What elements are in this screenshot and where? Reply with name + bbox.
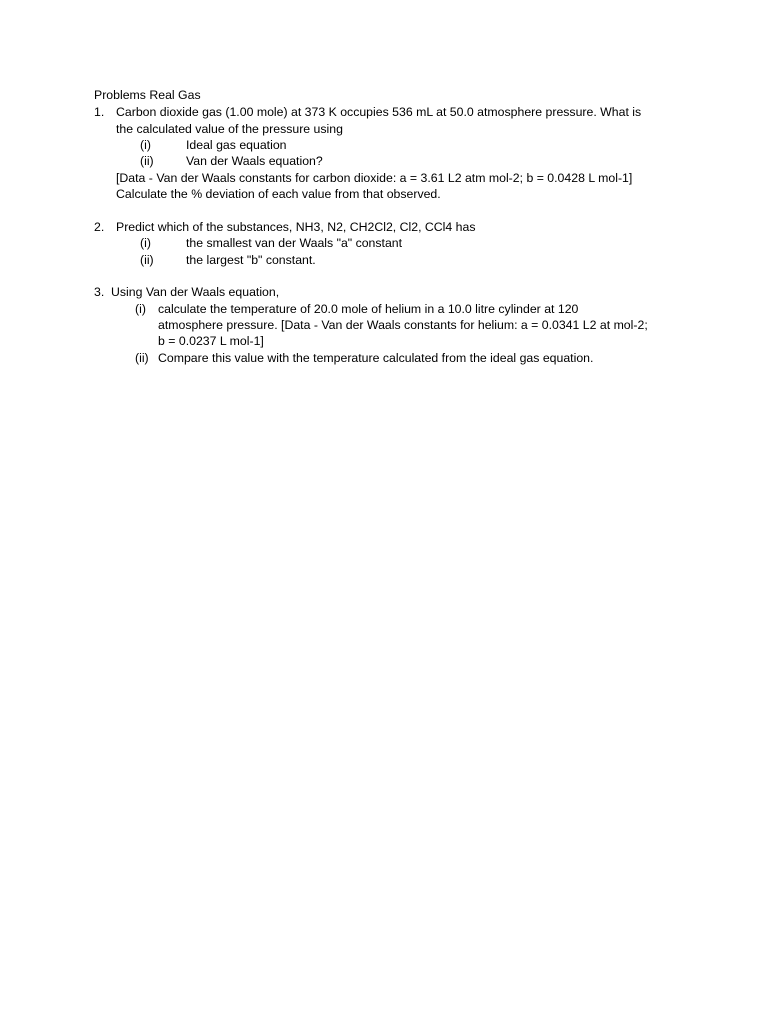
problem-3-number: 3.: [94, 285, 105, 299]
problem-2-sub-i-text: the smallest van der Waals "a" constant: [186, 236, 403, 250]
problem-1-deviation-line: Calculate the % deviation of each value from that observed.: [116, 187, 441, 201]
problem-3-line-1: Using Van der Waals equation,: [111, 285, 280, 299]
problem-2-line-1: Predict which of the substances, NH3, N2, CH2Cl2, Cl2, CCl4 has: [116, 220, 476, 234]
problem-3-sub-i-line-3: b = 0.0237 L mol-1]: [158, 334, 264, 348]
problem-1-line-2: the calculated value of the pressure using: [116, 122, 343, 136]
problem-2-sub-ii-numeral: (ii): [140, 253, 154, 267]
problem-3-sub-ii-numeral: (ii): [135, 351, 149, 365]
problem-1-sub-ii-text: Van der Waals equation?: [186, 154, 323, 168]
problem-1-sub-i-text: Ideal gas equation: [186, 138, 287, 152]
document-title: Problems Real Gas: [94, 88, 201, 102]
problem-3-sub-i-line-1: calculate the temperature of 20.0 mole of helium in a 10.0 litre cylinder at 120: [158, 302, 579, 316]
problem-3-sub-i-line-2: atmosphere pressure. [Data - Van der Waals constants for helium: a = 0.0341 L2 at mol-2;: [158, 318, 648, 332]
problem-1-sub-i-numeral: (i): [140, 138, 151, 152]
problem-2-number: 2.: [94, 220, 105, 234]
problem-1-line-1: Carbon dioxide gas (1.00 mole) at 373 K occupies 536 mL at 50.0 atmosphere pressure. What is: [116, 105, 642, 119]
problem-3-sub-i-numeral: (i): [135, 302, 146, 316]
problem-2-sub-ii-text: the largest "b" constant.: [186, 253, 316, 267]
problem-1-sub-ii-numeral: (ii): [140, 154, 154, 168]
problem-1-number: 1.: [94, 105, 105, 119]
problem-2-sub-i-numeral: (i): [140, 236, 151, 250]
problem-1-data-line: [Data - Van der Waals constants for carbon dioxide: a = 3.61 L2 atm mol-2; b = 0.0428 L mol-1]: [116, 171, 633, 185]
problem-3-sub-ii-line-1: Compare this value with the temperature calculated from the ideal gas equation.: [158, 351, 594, 365]
